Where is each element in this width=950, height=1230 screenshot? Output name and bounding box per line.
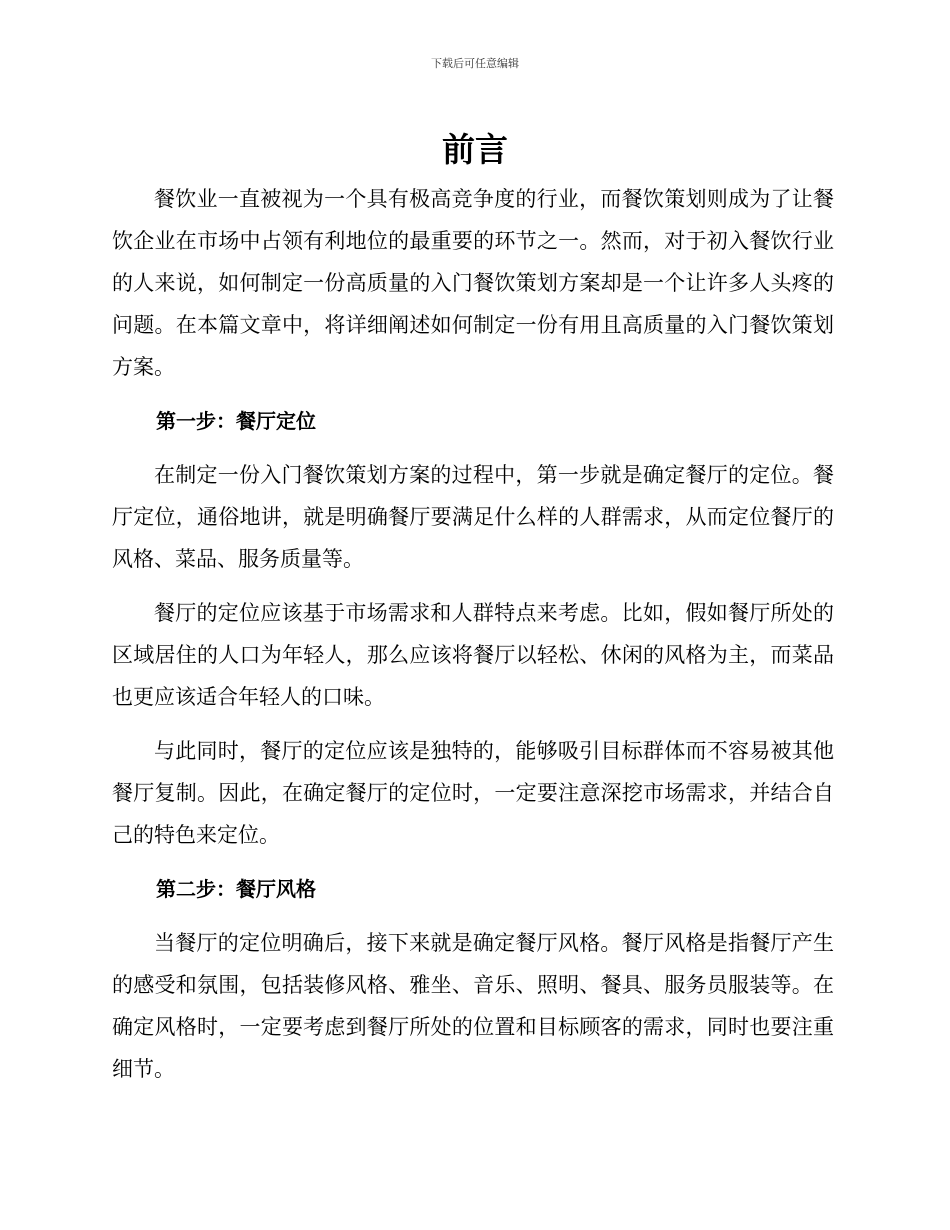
paragraph: 在制定一份入门餐饮策划方案的过程中，第一步就是确定餐厅的定位。餐厅定位，通俗地讲，就是明确餐厅要满足什么样的人群需求，从而定位餐厅的风格、菜品、服务质量等。 (112, 463, 834, 571)
paragraph: 餐厅的定位应该基于市场需求和人群特点来考虑。比如，假如餐厅所处的区域居住的人口为年轻人，那么应该将餐厅以轻松、休闲的风格为主，而菜品也更应该适合年轻人的口味。 (112, 601, 834, 709)
intro-paragraph: 餐饮业一直被视为一个具有极高竞争度的行业，而餐饮策划则成为了让餐饮企业在市场中占领有利地位的最重要的环节之一。然而，对于初入餐饮行业的人来说，如何制定一份高质量的入门餐饮策划方案却是一个让许多人头疼的问题。在本篇文章中，将详细阐述如何制定一份有用且高质量的入门餐饮策划方案。 (112, 187, 834, 379)
header-note: 下载后可任意编辑 (431, 57, 519, 70)
document-body (112, 178, 834, 1090)
paragraph: 当餐厅的定位明确后，接下来就是确定餐厅风格。餐厅风格是指餐厅产生的感受和氛围，包括装修风格、雅坐、音乐、照明、餐具、服务员服装等。在确定风格时，一定要考虑到餐厅所处的位置和目标顾客的需求，同时也要注重细节。 (112, 931, 834, 1081)
section-heading-step2: 第二步：餐厅风格 (156, 877, 316, 901)
paragraph: 与此同时，餐厅的定位应该是独特的，能够吸引目标群体而不容易被其他餐厅复制。因此，在确定餐厅的定位时，一定要注意深挖市场需求，并结合自己的特色来定位。 (112, 739, 834, 847)
page-title: 前言 (442, 130, 508, 169)
section-heading-step1: 第一步：餐厅定位 (156, 409, 316, 433)
